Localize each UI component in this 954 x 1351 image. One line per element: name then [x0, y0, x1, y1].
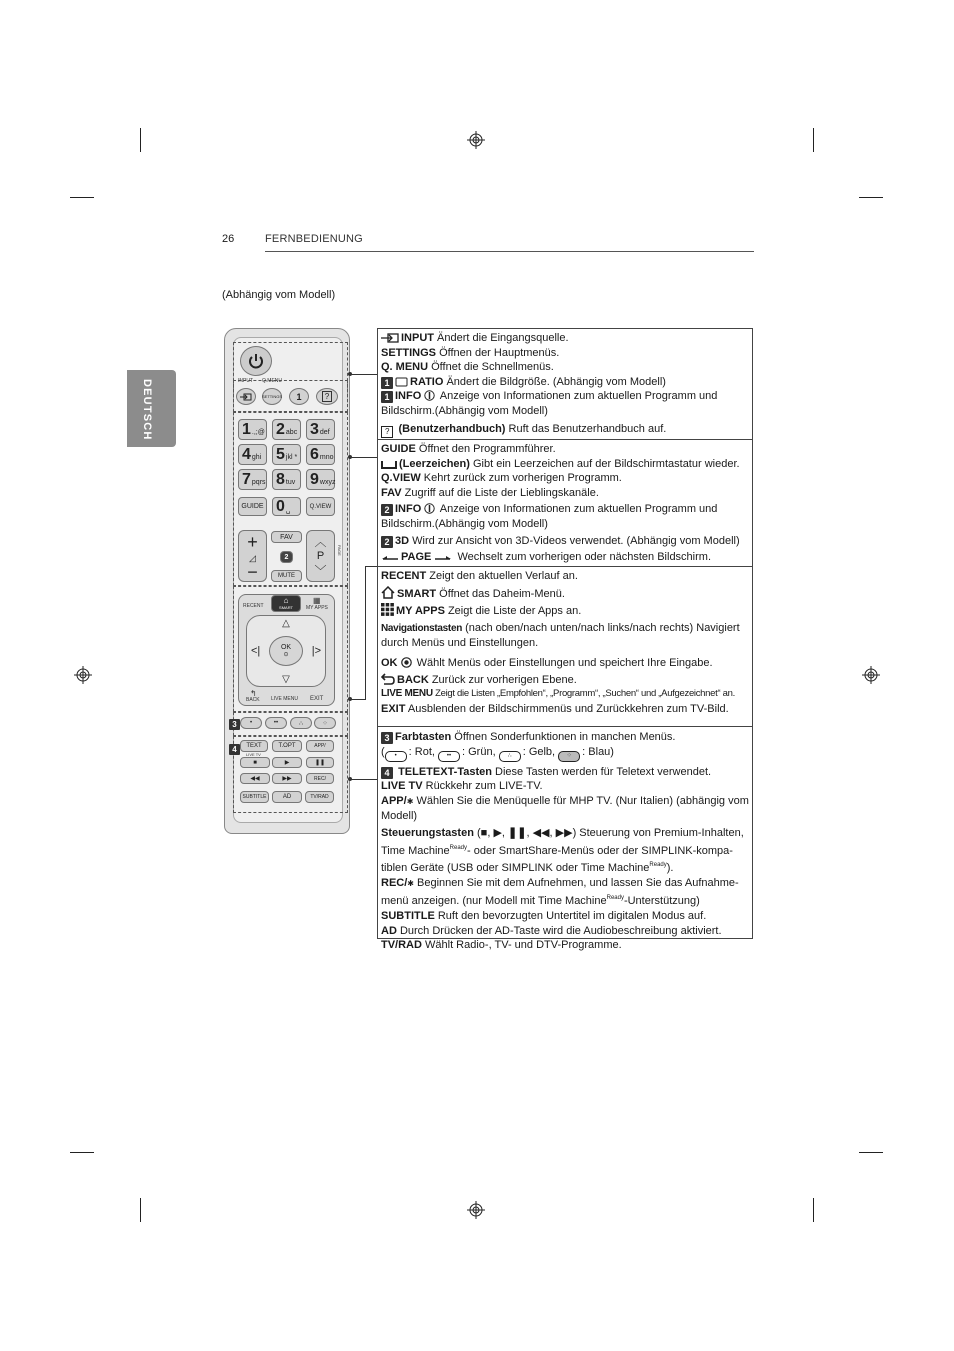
- rot-text: : Rot,: [408, 745, 439, 758]
- gruen-text: : Grün,: [462, 745, 499, 758]
- steuer-key: Steuerungstasten: [381, 826, 474, 839]
- leader-line: [350, 699, 365, 700]
- number-key-digit: 5: [276, 445, 285, 463]
- red-key-icon: •: [385, 751, 407, 762]
- 3d-label: 2: [284, 553, 289, 561]
- forward-icon: ▶▶: [555, 826, 573, 839]
- recent-key: RECENT: [381, 570, 427, 582]
- livetv-label: LIVE TV: [246, 752, 261, 757]
- space-key: (Leerzeichen): [399, 457, 470, 470]
- exit-label[interactable]: EXIT: [310, 696, 324, 702]
- subtitle-button[interactable]: [240, 791, 269, 803]
- number-key-letters: pqrs: [251, 479, 266, 486]
- leader-line: [365, 566, 377, 567]
- text-label: TEXT: [246, 743, 262, 749]
- crop-mark: [70, 1152, 94, 1153]
- model-note: (Abhängig vom Modell): [222, 289, 336, 301]
- text-button[interactable]: [240, 740, 268, 752]
- help-label: ?: [322, 391, 332, 402]
- page-key: PAGE: [401, 551, 432, 564]
- app-star-icon: ✱: [406, 796, 414, 806]
- page-number: 26: [222, 233, 235, 245]
- ad-key: AD: [381, 924, 397, 937]
- number-key-digit: 2: [276, 420, 285, 438]
- guide-key: GUIDE: [381, 443, 416, 455]
- myapps-label[interactable]: MY APPS: [306, 605, 328, 611]
- number-key-letters: abc: [285, 429, 298, 436]
- info-icon: [424, 390, 435, 401]
- qview-key: Q.VIEW: [381, 472, 421, 485]
- volume-up-icon: +: [247, 532, 258, 552]
- number-key[interactable]: [306, 419, 335, 440]
- badge-2: 2: [381, 536, 393, 548]
- language-tab: [127, 370, 176, 447]
- rewind-button[interactable]: ◀◀: [240, 773, 270, 784]
- play-button[interactable]: ▶: [272, 757, 302, 768]
- farb-text: Öffnen Sonderfunktionen in manchen Menüs.: [451, 731, 676, 743]
- back-text: Zurück zur vorherigen Ebene.: [428, 673, 577, 686]
- back-label[interactable]: BACK: [246, 697, 260, 703]
- tvrad-button[interactable]: [305, 791, 334, 803]
- power-icon: [247, 352, 265, 370]
- crop-mark: [140, 1198, 141, 1222]
- recent-text: Zeigt den aktuellen Verlauf an.: [426, 570, 578, 582]
- registration-mark-icon: [74, 666, 92, 684]
- number-key-digit: 3: [310, 420, 319, 438]
- registration-mark-icon: [467, 1201, 485, 1219]
- app-label: APP/: [314, 743, 326, 749]
- help-button[interactable]: [316, 388, 338, 405]
- page-left-icon: [381, 554, 399, 562]
- green-button[interactable]: ••: [265, 717, 287, 729]
- fav-label: FAV: [280, 533, 293, 541]
- number-key[interactable]: [238, 444, 267, 465]
- arrow-right-icon: |>: [311, 645, 321, 657]
- description-table: [377, 328, 753, 952]
- ratio-icon: [395, 377, 408, 387]
- desc-section-3: [378, 567, 752, 727]
- badge-1: 1: [381, 377, 393, 389]
- channel-rocker[interactable]: [306, 530, 335, 582]
- leader-line: [365, 566, 366, 700]
- volume-down-icon: −: [247, 562, 258, 582]
- 3d-text: Wird zur Ansicht von 3D-Videos verwendet. (Abhängig vom Modell): [409, 534, 740, 547]
- crop-mark: [859, 197, 883, 198]
- number-key-digit: 4: [242, 445, 251, 463]
- volume-icon: ◿: [249, 552, 256, 563]
- number-key-digit: 1: [242, 420, 251, 438]
- stop-icon: ■: [480, 826, 488, 839]
- settings-button-label: SETTINGS: [262, 394, 283, 399]
- ratio-key: RATIO: [410, 375, 444, 388]
- zero-button[interactable]: 0 ␣: [272, 497, 301, 516]
- pause-icon: ❚❚: [508, 826, 527, 839]
- exit-key: EXIT: [381, 703, 406, 716]
- teletext-key: TELETEXT-Tasten: [398, 765, 492, 778]
- number-key-letters: jkl *: [285, 454, 298, 461]
- badge-4: 4: [229, 744, 240, 755]
- blau-text: : Blau): [582, 745, 614, 758]
- ok-label: OK: [280, 644, 292, 651]
- desc-section-1: [378, 329, 752, 440]
- guide-button[interactable]: [238, 497, 267, 516]
- blue-key-icon: ⁘: [558, 751, 580, 762]
- zero-label: 0: [276, 497, 285, 515]
- number-key[interactable]: [238, 469, 267, 490]
- page-side-label: PAGE: [337, 545, 342, 556]
- crop-mark: [813, 128, 814, 152]
- smart-text: Öffnet das Daheim-Menü.: [436, 587, 565, 600]
- rewind-icon: ◀◀: [532, 826, 550, 839]
- steuer-text-b: - oder SmartShare-Menüs oder der SIMPLINK-kompa-tiblen Geräte (USB oder SIMPLINK oder Time Machine: [381, 844, 733, 875]
- space-icon: [381, 459, 397, 469]
- info2-key: INFO: [395, 503, 422, 516]
- number-key-letters: tuv: [285, 479, 296, 486]
- rec-text-a: Beginnen Sie mit dem Aufnehmen, und lassen Sie das Aufnahme-menü anzeigen. (nur Modell mit Time Machine: [381, 876, 739, 908]
- mute-label: MUTE: [278, 573, 295, 579]
- qview-text: Kehrt zurück zum vorherigen Programm.: [420, 472, 622, 485]
- settings-text: Öffnen der Hauptmenüs.: [436, 346, 560, 359]
- ok-dot-icon: ⊙: [283, 652, 289, 658]
- language-tab-label: DEUTSCH: [141, 379, 153, 441]
- channel-down-icon: ﹀: [314, 564, 327, 578]
- power-button[interactable]: [240, 346, 272, 376]
- topt-button[interactable]: [272, 740, 302, 752]
- mute-button[interactable]: [271, 570, 302, 582]
- ready-sup: Ready: [606, 895, 624, 902]
- number-key-digit: 9: [310, 470, 319, 488]
- arrow-left-icon: <|: [251, 645, 261, 657]
- input-button[interactable]: [236, 388, 256, 405]
- ready-sup: Ready: [649, 862, 667, 869]
- tvrad-label: TV/RAD: [310, 794, 329, 800]
- rec-key: REC/: [381, 876, 408, 889]
- qmenu-text: Öffnet die Schnellmenüs.: [428, 361, 554, 374]
- smart-button[interactable]: [271, 595, 301, 612]
- space-text: Gibt ein Leerzeichen auf der Bildschirmtastatur wieder.: [469, 457, 740, 470]
- guide-text: Öffnet den Programmführer.: [415, 443, 556, 455]
- guide-label: GUIDE: [241, 503, 264, 510]
- number-key[interactable]: [272, 419, 301, 440]
- farb-key: Farbtasten: [395, 731, 452, 743]
- qview-label: Q.VIEW: [309, 503, 332, 510]
- number-key-digit: 7: [242, 470, 251, 488]
- badge-2: 2: [381, 504, 393, 516]
- channel-label: P: [316, 550, 325, 562]
- crop-mark: [70, 197, 94, 198]
- number-key-digit: 8: [276, 470, 285, 488]
- number-key-letters: mno: [319, 454, 334, 461]
- app-key: APP/: [381, 794, 407, 807]
- back-icon: [381, 673, 395, 685]
- number-key[interactable]: [238, 419, 267, 440]
- manual-key: (Benutzerhandbuch): [398, 422, 506, 435]
- registration-mark-icon: [862, 666, 880, 684]
- ratio-text: Ändert die Bildgröße. (Abhängig vom Modell): [443, 375, 666, 388]
- ad-label: AD: [282, 794, 292, 800]
- manual-text: Ruft das Benutzerhandbuch auf.: [505, 422, 667, 435]
- nav-key: Navigationstasten: [381, 622, 463, 634]
- badge-4: 4: [381, 767, 393, 779]
- input-label: INPUT: [238, 378, 253, 384]
- header-rule: [265, 251, 754, 252]
- channel-up-icon: ︿: [314, 535, 327, 549]
- myapps-key: MY APPS: [396, 605, 445, 618]
- settings-button[interactable]: [262, 388, 282, 405]
- registration-mark-icon: [467, 131, 485, 149]
- number-key[interactable]: [272, 444, 301, 465]
- home-icon: ⌂: [283, 596, 289, 605]
- info-key: INFO: [395, 390, 422, 403]
- number-key[interactable]: [306, 469, 335, 490]
- forward-button[interactable]: ▶▶: [272, 773, 302, 784]
- subtitle-text: Ruft den bevorzugten Untertitel im digitalen Modus auf.: [434, 909, 707, 922]
- app-button[interactable]: [306, 740, 334, 752]
- apps-grid-icon: [381, 603, 394, 616]
- livemenu-text: Zeigt die Listen „Empfohlen“, „Programm“, „Suchen“ und „Aufgezeichnet“ an.: [432, 688, 735, 700]
- subtitle-key: SUBTITLE: [381, 909, 435, 922]
- livemenu-label[interactable]: LIVE MENU: [271, 696, 298, 702]
- ad-text: Durch Drücken der AD-Taste wird die Audiobeschreibung aktiviert.: [396, 924, 722, 937]
- number-key-letters: wxyz: [319, 479, 336, 486]
- number-key-letters: def: [319, 429, 330, 436]
- help-icon: ?: [381, 426, 393, 438]
- arrow-down-icon: ▽: [282, 674, 290, 685]
- livetv-text: Rückkehr zum LIVE-TV.: [422, 780, 543, 793]
- ok-key: OK: [381, 656, 398, 669]
- rec-text-b: -Unterstützung): [623, 895, 700, 908]
- recent-label[interactable]: RECENT: [243, 603, 264, 609]
- ratio-info-button[interactable]: [289, 388, 309, 405]
- volume-rocker[interactable]: [238, 530, 267, 582]
- rec-button[interactable]: [306, 773, 334, 784]
- badge-3: 3: [381, 732, 393, 744]
- number-key[interactable]: [272, 469, 301, 490]
- input-icon: [381, 333, 399, 343]
- back-icon: ↰: [250, 689, 257, 698]
- info-icon: [424, 503, 435, 514]
- number-key-digit: 6: [310, 445, 319, 463]
- red-button[interactable]: •: [240, 717, 262, 729]
- yellow-button[interactable]: ∴: [290, 717, 312, 729]
- myapps-icon: ▦: [313, 596, 321, 605]
- settings-key: SETTINGS: [381, 346, 437, 359]
- number-key-letters: ghi: [251, 454, 262, 461]
- nav-text: (nach oben/nach unten/nach links/nach rechts) Navigiert durch Menüs und Einstellungen.: [381, 621, 740, 650]
- stop-button[interactable]: ■: [240, 757, 270, 768]
- back-key: BACK: [397, 673, 429, 686]
- 3d-key: 3D: [395, 534, 410, 547]
- desc-section-4: 3 Farbtasten Öffnen Sonderfunktionen in manchen Menüs. ( • : Rot, •• : Grün, ∴ : Gelb, ⁘ : Blau) 4 TELETEXT-Tasten Diese Tasten werden für Teletext verwendet. LIVE TV Rückkehr zum LIVE-TV. APP/✱ Wählen Sie die Menüquelle für MHP TV. (Nur Italien) (abhängig vom Modell) Steuerungstasten (■, ▶, ❚❚, ◀◀, ▶▶) Steuerung von Premium-Inhalten, Time Machine$^{Ready}$- oder SmartShare-Menüs oder der SIMPLINK-kompa-tiblen Geräte (USB oder SIMPLINK oder Time Machine$^{Ready}$). REC/✱ Beginnen Sie mit dem Aufnehmen, und lassen Sie das Aufnahme-menü anzeigen. (nur Modell mit Time Machine$^{Ready}$-Unterstützung) SUBTITLE Ruft den bevorzugten Untertitel im digitalen Modus auf. AD Durch Drücken der AD-Taste wird die Audiobeschreibung aktiviert. TV/RAD Wählt Radio-, TV- und DTV-Programme.: [381, 731, 749, 952]
- fav-button[interactable]: [271, 531, 302, 543]
- rec-label: REC/: [314, 775, 326, 782]
- ok-icon: [401, 657, 412, 668]
- leader-line: [350, 457, 377, 458]
- blue-button[interactable]: ⁘: [314, 717, 336, 729]
- ok-button[interactable]: [269, 636, 303, 666]
- fav-text: Zugriff auf die Liste der Lieblingskanäle.: [401, 486, 599, 499]
- badge-3: 3: [229, 719, 240, 730]
- ready-sup: Ready: [449, 844, 468, 851]
- section-title: FERNBEDIENUNG: [265, 233, 363, 245]
- ratio-info-label: 1: [296, 391, 302, 402]
- number-key[interactable]: [306, 444, 335, 465]
- smart-key: SMART: [397, 587, 437, 600]
- input-key: INPUT: [401, 332, 434, 344]
- navigation-ring[interactable]: [246, 615, 326, 687]
- crop-mark: [813, 1198, 814, 1222]
- home-icon: [381, 586, 395, 599]
- input-icon: [240, 393, 252, 401]
- qview-button[interactable]: [306, 497, 335, 516]
- livetv-key: LIVE TV: [381, 780, 423, 793]
- exit-text: Ausblenden der Bildschirmmenüs und Zurückkehren zum TV-Bild.: [405, 703, 729, 716]
- info-text: Anzeige von Informationen zum aktuellen Programm und Bildschirm.(Abhängig vom Modell): [381, 390, 718, 417]
- qmenu-key: Q. MENU: [381, 361, 429, 374]
- crop-mark: [140, 128, 141, 152]
- gelb-text: : Gelb,: [522, 745, 559, 758]
- ad-button[interactable]: [272, 791, 302, 803]
- green-key-icon: ••: [438, 751, 460, 762]
- desc-section-2: [378, 440, 752, 567]
- pause-button[interactable]: ❚❚: [306, 757, 334, 768]
- tvrad-key: TV/RAD: [381, 939, 422, 952]
- myapps-text: Zeigt die Liste der Apps an.: [444, 605, 582, 618]
- smart-label: SMART: [279, 605, 293, 610]
- steuer-text-c: ).: [666, 862, 674, 875]
- qmenu-label: Q.MENU: [262, 378, 282, 384]
- topt-label: T.OPT: [278, 743, 296, 749]
- page-text: Wechselt zum vorherigen oder nächsten Bildschirm.: [454, 551, 711, 564]
- leader-line: [350, 374, 377, 375]
- steuer-text-a: ) Steuerung von Premium-Inhalten, Time Machine: [381, 826, 744, 857]
- 3d-button[interactable]: [280, 551, 293, 563]
- badge-1: 1: [381, 391, 393, 403]
- yellow-key-icon: ∴: [499, 751, 521, 762]
- ok-text: Wählt Menüs oder Einstellungen und speichert Ihre Eingabe.: [413, 656, 713, 669]
- teletext-text: Diese Tasten werden für Teletext verwendet.: [491, 765, 712, 778]
- page-right-icon: [434, 554, 452, 562]
- fav-key: FAV: [381, 486, 402, 499]
- number-key-letters: .,;@: [251, 429, 265, 436]
- input-text: Ändert die Eingangsquelle.: [434, 332, 569, 344]
- livemenu-key: LIVE MENU: [381, 688, 433, 700]
- app-text: Wählen Sie die Menüquelle für MHP TV. (Nur Italien) (abhängig vom Modell): [381, 794, 749, 823]
- play-icon: ▶: [493, 826, 502, 839]
- arrow-up-icon: △: [282, 618, 290, 629]
- leader-line: [350, 779, 377, 780]
- subtitle-label: SUBTITLE: [242, 794, 267, 800]
- info2-text: Anzeige von Informationen zum aktuellen Programm und Bildschirm.(Abhängig vom Modell): [381, 503, 718, 530]
- tvrad-text: Wählt Radio-, TV- und DTV-Programme.: [421, 939, 622, 952]
- rec-star-icon: ✱: [407, 878, 414, 888]
- crop-mark: [859, 1152, 883, 1153]
